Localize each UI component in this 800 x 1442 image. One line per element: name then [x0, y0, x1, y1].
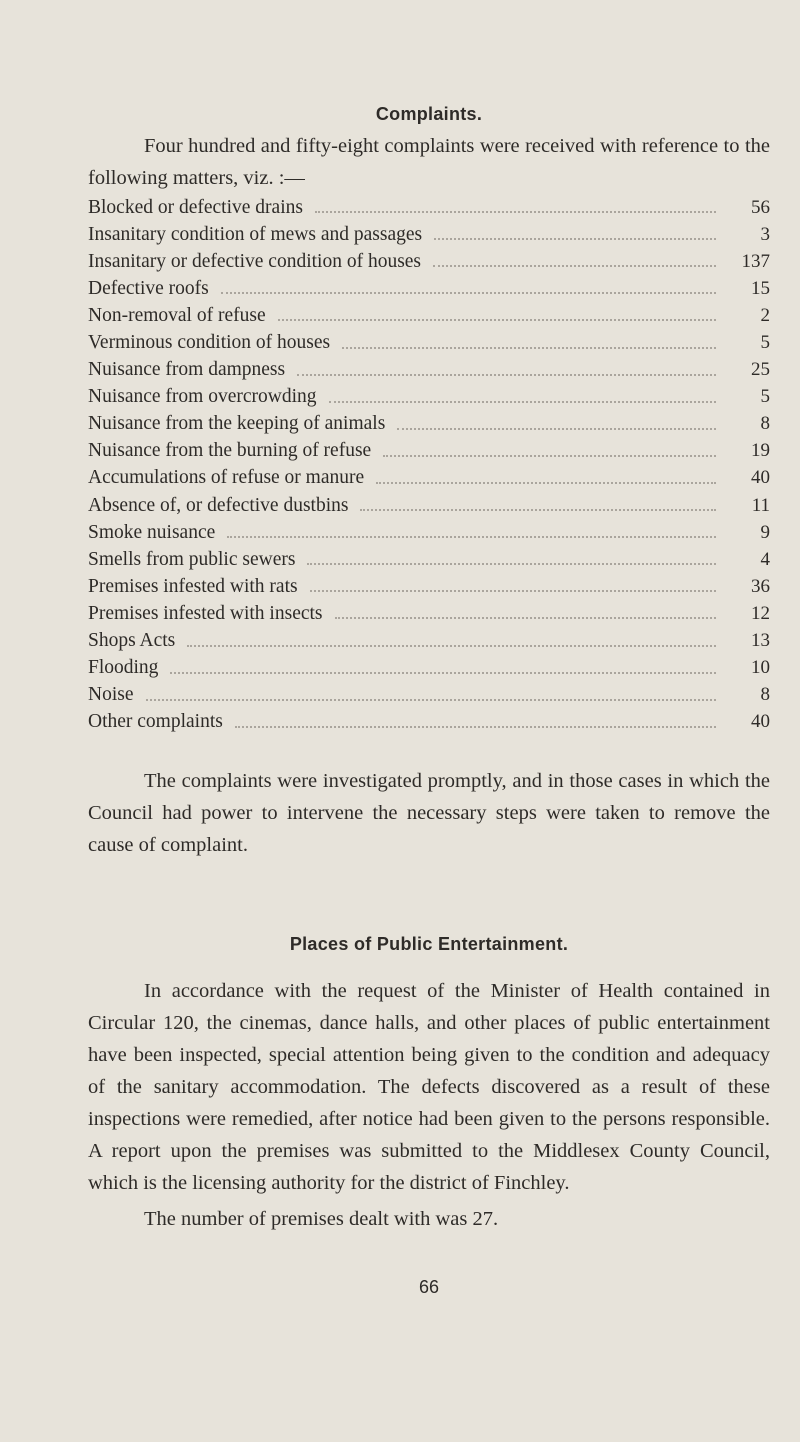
list-item: [88, 628, 770, 655]
dot-leader: [383, 454, 716, 457]
dot-leader: [433, 264, 716, 267]
list-item: [88, 465, 770, 492]
list-item: [88, 357, 770, 384]
list-item: [88, 384, 770, 411]
list-item: [88, 302, 770, 329]
complaint-count: 9: [760, 521, 770, 543]
list-item: [88, 655, 770, 682]
complaint-count: 8: [760, 413, 770, 435]
complaint-label: Blocked or defective drains: [88, 197, 307, 219]
complaint-label: Smells from public sewers: [88, 549, 299, 571]
premises-count: The number of premises dealt with was 27.: [144, 1208, 499, 1230]
list-item: [88, 194, 770, 221]
dot-leader: [235, 725, 716, 728]
complaint-label: Verminous condition of houses: [88, 332, 334, 354]
list-item: [88, 519, 770, 546]
complaint-label: Nuisance from the burning of refuse: [88, 440, 375, 462]
list-item: [88, 248, 770, 275]
complaint-label: Absence of, or defective dustbins: [88, 495, 352, 517]
dot-leader: [170, 671, 716, 674]
dot-leader: [335, 616, 716, 619]
complaint-count: 36: [751, 575, 770, 597]
complaint-count: 3: [760, 223, 770, 245]
dot-leader: [187, 644, 716, 647]
complaint-label: Insanitary condition of mews and passages: [88, 224, 426, 246]
complaint-count: 25: [751, 359, 770, 381]
complaint-count: 15: [751, 277, 770, 299]
dot-leader: [342, 346, 716, 349]
complaint-count: 5: [760, 386, 770, 408]
list-item: [88, 411, 770, 438]
dot-leader: [329, 400, 716, 403]
dot-leader: [397, 427, 716, 430]
list-item: [88, 492, 770, 519]
dot-leader: [221, 291, 716, 294]
complaint-count: 40: [751, 467, 770, 489]
complaint-label: Premises infested with rats: [88, 576, 302, 598]
dot-leader: [360, 508, 716, 511]
dot-leader: [310, 589, 716, 592]
complaint-label: Nuisance from dampness: [88, 359, 289, 381]
complaint-count: 56: [751, 196, 770, 218]
complaint-label: Nuisance from overcrowding: [88, 386, 321, 408]
entertainment-heading: Places of Public Entertainment.: [289, 934, 569, 954]
entertainment-paragraph: In accordance with the request of the Minister of Health contained in Circular 120, the cinemas, dance halls, and other places of public entertainment have been inspected, special attention being given to the condition and adequacy of the sanitary accommodation. The defects discovered as a result of these inspections were remedied, after notice had been given to the persons responsible. A report upon the premises was submitted to the Middlesex County Council, which is the licensing authority for the district of Finchley.: [88, 980, 770, 1194]
complaint-label: Insanitary or defective condition of houses: [88, 251, 425, 273]
complaint-label: Accumulations of refuse or manure: [88, 467, 368, 489]
dot-leader: [227, 535, 716, 538]
complaint-label: Defective roofs: [88, 278, 213, 300]
list-item: [88, 682, 770, 709]
dot-leader: [146, 698, 717, 701]
complaints-outcome: The complaints were investigated promptly, and in those cases in which the Council had power to intervene the necessary steps were taken to remove the cause of complaint.: [88, 770, 770, 856]
list-item: [88, 275, 770, 302]
dot-leader: [434, 237, 716, 240]
complaint-label: Flooding: [88, 657, 162, 679]
complaints-intro: Four hundred and fifty-eight complaints were received with reference to the following matters, viz. :—: [88, 135, 770, 189]
complaint-label: Noise: [88, 684, 138, 706]
complaint-count: 19: [751, 440, 770, 462]
complaint-count: 2: [760, 304, 770, 326]
list-item: [88, 546, 770, 573]
complaint-count: 5: [760, 332, 770, 354]
complaint-count: 11: [751, 494, 770, 516]
dot-leader: [315, 210, 716, 213]
dot-leader: [297, 373, 716, 376]
complaint-count: 137: [741, 250, 770, 272]
complaint-label: Nuisance from the keeping of animals: [88, 413, 389, 435]
complaint-label: Premises infested with insects: [88, 603, 327, 625]
list-item: [88, 573, 770, 600]
complaint-count: 12: [751, 602, 770, 624]
list-item: [88, 438, 770, 465]
complaint-count: 40: [751, 711, 770, 733]
list-item: [88, 709, 770, 736]
list-item: [88, 329, 770, 356]
complaint-label: Smoke nuisance: [88, 522, 219, 544]
dot-leader: [278, 318, 716, 321]
list-item: [88, 221, 770, 248]
complaint-label: Shops Acts: [88, 630, 179, 652]
complaints-heading: Complaints.: [375, 104, 483, 124]
dot-leader: [376, 481, 716, 484]
list-item: [88, 600, 770, 627]
complaint-label: Non-removal of refuse: [88, 305, 270, 327]
complaint-count: 8: [760, 684, 770, 706]
complaint-count: 13: [751, 630, 770, 652]
complaints-list: [88, 194, 770, 736]
complaint-count: 4: [760, 548, 770, 570]
complaint-count: 10: [751, 657, 770, 679]
dot-leader: [307, 562, 716, 565]
page-number: 66: [418, 1277, 440, 1297]
complaint-label: Other complaints: [88, 711, 227, 733]
